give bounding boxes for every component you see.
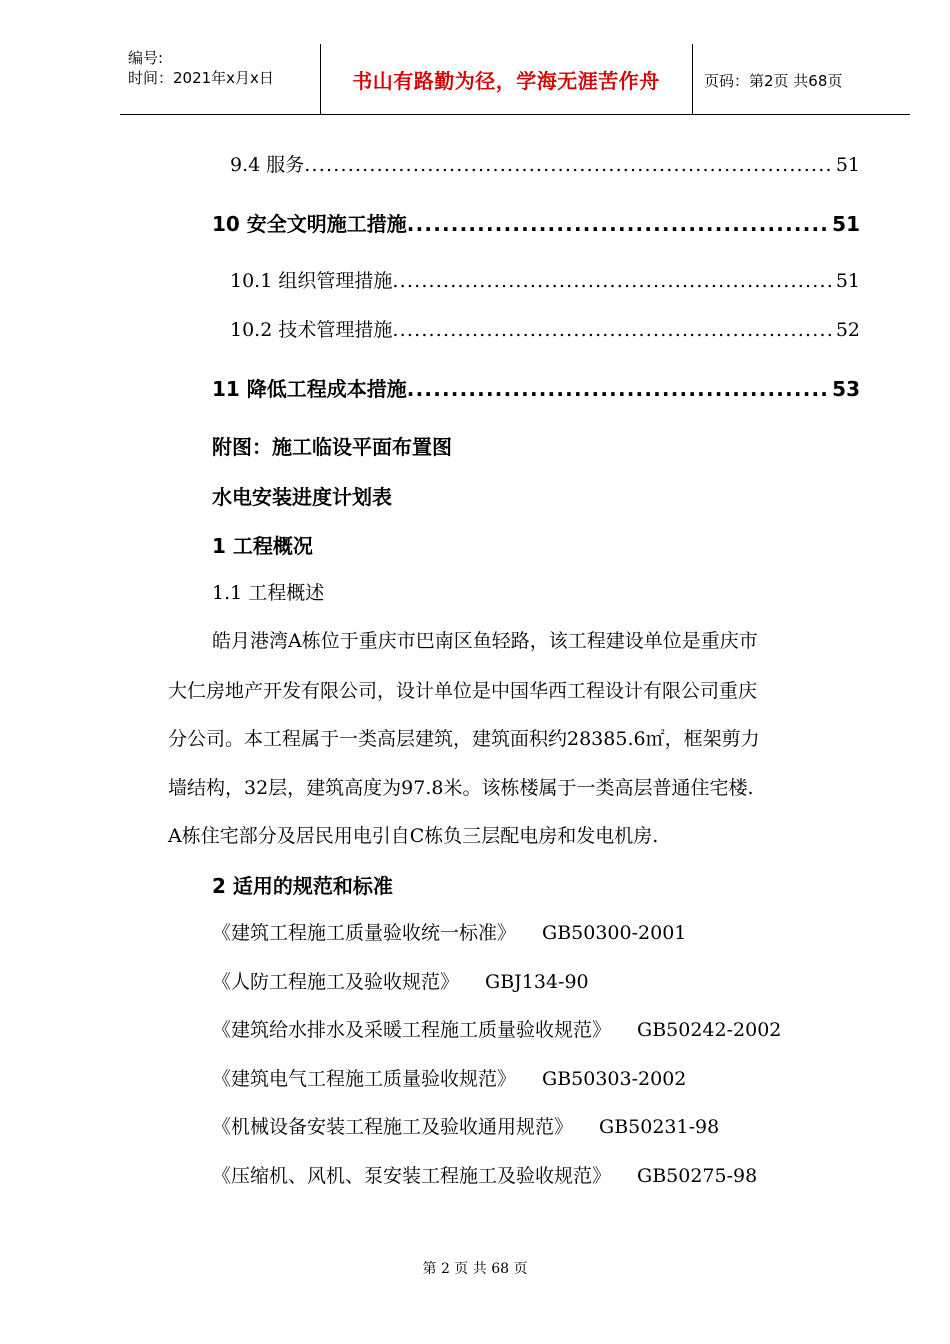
header-divider <box>692 44 693 114</box>
toc-entry-label: 10.1 组织管理措施 <box>230 270 393 292</box>
page-footer: 第 2 页 共 68 页 <box>422 1261 528 1277</box>
standard-name: 《人防工程施工及验收规范》 <box>212 971 460 993</box>
toc-entry[interactable] <box>212 373 860 402</box>
header-page-count: 页码：第2页 共68页 <box>704 72 843 90</box>
page-header <box>120 44 910 115</box>
standard-item <box>212 967 589 994</box>
toc-leader <box>392 270 833 292</box>
standard-name: 《压缩机、风机、泵安装工程施工及验收规范》 <box>212 1165 612 1187</box>
paragraph-line: 皓月港湾A栋位于重庆市巴南区鱼轻路，该工程建设单位是重庆市 <box>212 630 758 652</box>
toc-leader <box>407 212 830 236</box>
standard-item <box>212 1064 686 1091</box>
schedule-heading: 水电安装进度计划表 <box>212 485 392 509</box>
date-label: 时间：2021年x月x日 <box>128 69 274 87</box>
standard-name: 《建筑给水排水及采暖工程施工质量验收规范》 <box>212 1019 612 1041</box>
standard-name: 《机械设备安装工程施工及验收通用规范》 <box>212 1116 574 1138</box>
toc-entry-page: 51 <box>832 212 860 236</box>
standard-item <box>212 1112 719 1139</box>
number-label: 编号: <box>128 49 164 67</box>
standard-code: GB50300-2001 <box>542 922 687 944</box>
standard-item <box>212 1161 757 1188</box>
standard-code: GB50275-98 <box>637 1165 758 1187</box>
toc-leader <box>304 154 834 176</box>
standard-name: 《建筑工程施工质量验收统一标准》 <box>212 922 517 944</box>
toc-entry-page: 51 <box>835 154 860 176</box>
standard-item <box>212 918 686 945</box>
standard-code: GB50303-2002 <box>542 1068 687 1090</box>
section-heading: 1 工程概况 <box>212 534 313 558</box>
toc-entry-page: 53 <box>832 377 860 401</box>
paragraph-line: A栋住宅部分及居民用电引自C栋负三层配电房和发电机房. <box>168 825 659 847</box>
subsection-heading: 1.1 工程概述 <box>212 582 325 604</box>
toc-entry[interactable] <box>230 150 860 177</box>
header-motto: 书山有路勤为径，学海无涯苦作舟 <box>352 68 660 93</box>
standard-code: GB50242-2002 <box>637 1019 782 1041</box>
toc-entry-label: 9.4 服务 <box>230 154 305 176</box>
toc-entry[interactable] <box>230 266 860 293</box>
standard-code: GBJ134-90 <box>485 971 589 993</box>
header-meta <box>128 48 274 88</box>
standard-code: GB50231-98 <box>599 1116 720 1138</box>
toc-entry[interactable] <box>230 315 860 342</box>
toc-entry-label: 10 安全文明施工措施 <box>212 212 407 236</box>
paragraph-line: 分公司。本工程属于一类高层建筑，建筑面积约28385.6㎡，框架剪力 <box>168 728 760 750</box>
paragraph-line: 墙结构，32层，建筑高度为97.8米。该栋楼属于一类高层普通住宅楼. <box>168 777 754 799</box>
toc-entry-page: 51 <box>835 270 860 292</box>
toc-entry-label: 11 降低工程成本措施 <box>212 377 407 401</box>
toc-entry[interactable] <box>212 208 860 237</box>
toc-entry-label: 10.2 技术管理措施 <box>230 319 393 341</box>
toc-entry-page: 52 <box>835 319 860 341</box>
paragraph-line: 大仁房地产开发有限公司，设计单位是中国华西工程设计有限公司重庆 <box>168 680 758 702</box>
section-heading: 2 适用的规范和标准 <box>212 874 393 898</box>
standard-name: 《建筑电气工程施工质量验收规范》 <box>212 1068 517 1090</box>
toc-leader <box>392 319 833 341</box>
standard-item <box>212 1015 781 1042</box>
appendix-heading: 附图：施工临设平面布置图 <box>212 435 452 459</box>
toc-leader <box>407 377 830 401</box>
